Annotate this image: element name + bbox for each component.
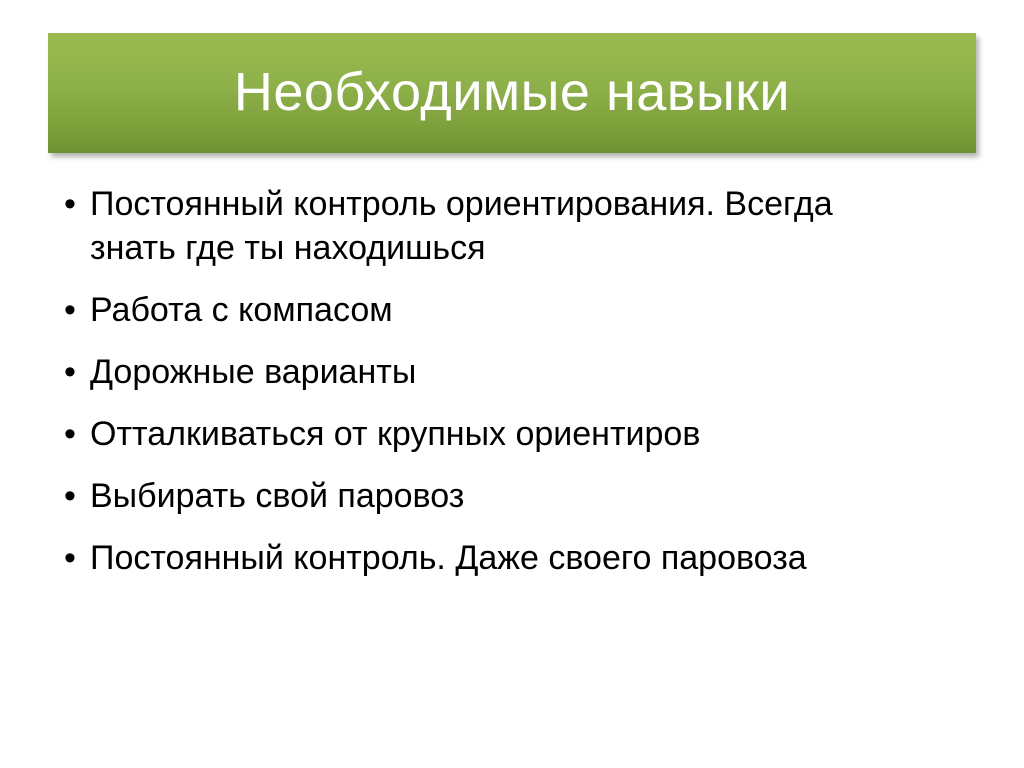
- bullet-dot-icon: •: [64, 353, 76, 391]
- list-item-text: Отталкиваться от крупных ориентиров: [90, 415, 701, 453]
- list-item-text: Дорожные варианты: [90, 353, 417, 391]
- bullet-list: [56, 182, 956, 598]
- list-item: [56, 182, 956, 270]
- bullet-dot-icon: •: [64, 539, 76, 577]
- list-item: [56, 536, 956, 580]
- list-item-text: Выбирать свой паровоз: [90, 477, 465, 515]
- page-title: Необходимые навыки: [233, 62, 791, 123]
- list-item: [56, 474, 956, 518]
- bullet-dot-icon: •: [64, 185, 76, 223]
- bullet-dot-icon: •: [64, 415, 76, 453]
- bullet-dot-icon: •: [64, 291, 76, 329]
- list-item-text: Работа с компасом: [90, 291, 393, 329]
- list-item: [56, 412, 956, 456]
- list-item: [56, 350, 956, 394]
- slide-title-banner: [48, 33, 976, 153]
- list-item-text: Постоянный контроль ориентирования. Всегда знать где ты находишься: [90, 185, 833, 267]
- bullet-dot-icon: •: [64, 477, 76, 515]
- list-item: [56, 288, 956, 332]
- list-item-text: Постоянный контроль. Даже своего паровоза: [90, 539, 807, 577]
